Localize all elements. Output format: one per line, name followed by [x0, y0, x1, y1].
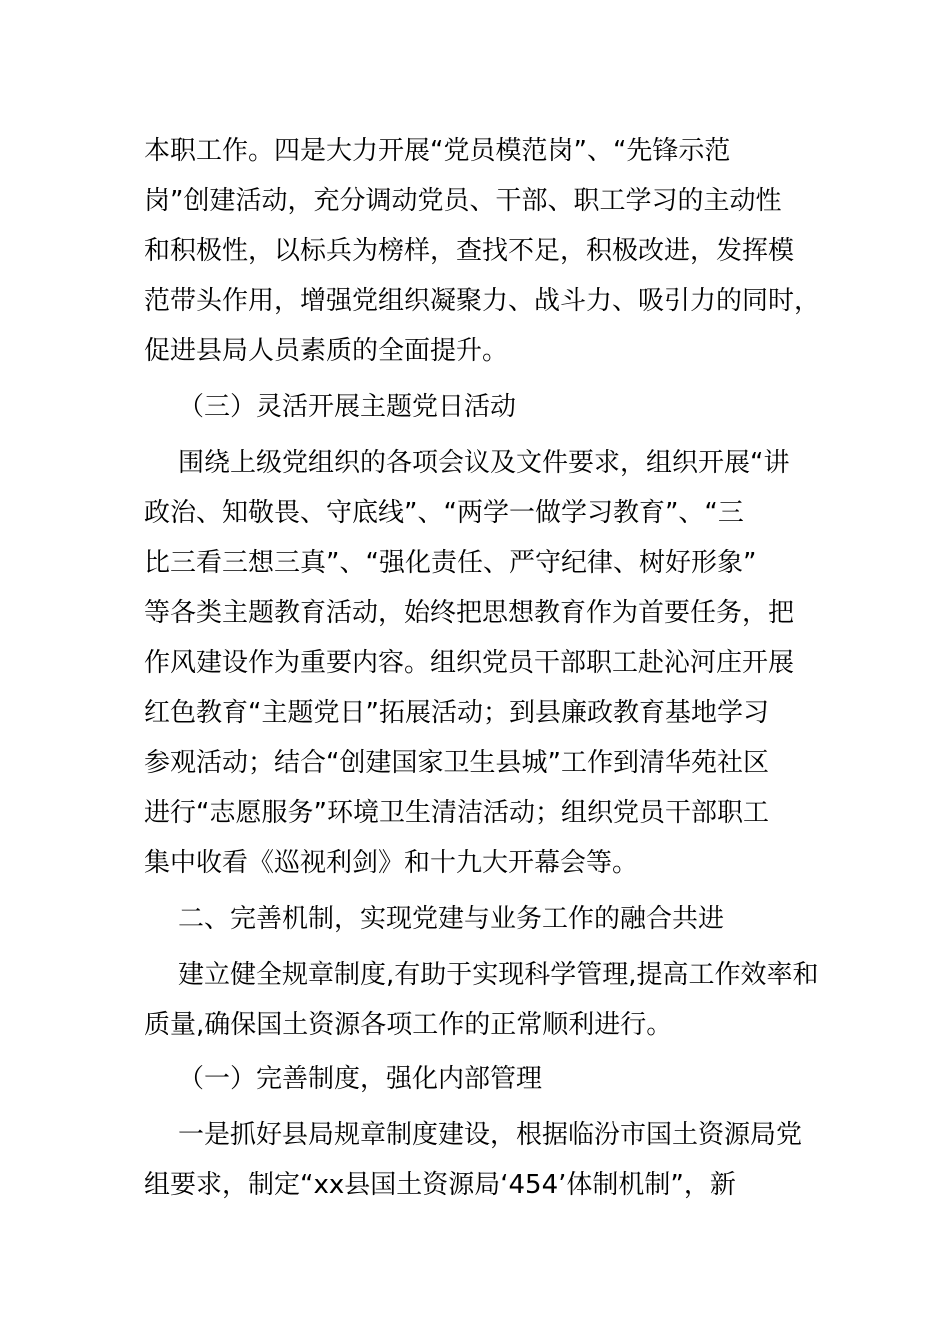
section-heading: 二、完善机制，实现党建与业务工作的融合共进	[178, 904, 725, 934]
text-line: 比三看三想三真”、“强化责任、严守纪律、树好形象”	[144, 548, 757, 578]
text-line: 质量,确保国土资源各项工作的正常顺利进行。	[144, 1010, 673, 1040]
text-line: 促进县局人员素质的全面提升。	[144, 336, 509, 366]
section-heading: （一）完善制度，强化内部管理	[178, 1064, 543, 1094]
section-heading: （三）灵活开展主题党日活动	[178, 392, 517, 422]
text-line: 政治、知敬畏、守底线”、“两学一做学习教育”、“三	[144, 498, 744, 528]
text-line: 进行“志愿服务”环境卫生清洁活动；组织党员干部职工	[144, 798, 769, 828]
text-line: 和积极性，以标兵为榜样，查找不足，积极改进，发挥模	[144, 236, 795, 266]
text-line: 围绕上级党组织的各项会议及文件要求，组织开展“讲	[178, 448, 790, 478]
text-line: 等各类主题教育活动，始终把思想教育作为首要任务，把	[144, 598, 795, 628]
text-line: 参观活动；结合“创建国家卫生县城”工作到清华苑社区	[144, 748, 769, 778]
text-line: 范带头作用，增强党组织凝聚力、战斗力、吸引力的同时，	[144, 286, 821, 316]
text-line: 组要求，制定“xx县国土资源局‘454’体制机制”，新	[144, 1170, 736, 1200]
text-line: 岗”创建活动，充分调动党员、干部、职工学习的主动性	[144, 186, 782, 216]
text-line: 红色教育“主题党日”拓展活动；到县廉政教育基地学习	[144, 698, 769, 728]
text-line: 作风建设作为重要内容。组织党员干部职工赴沁河庄开展	[144, 648, 795, 678]
text-line: 本职工作。四是大力开展“党员模范岗”、“先锋示范	[144, 136, 731, 166]
text-line: 集中收看《巡视利剑》和十九大开幕会等。	[144, 848, 639, 878]
text-line: 建立健全规章制度,有助于实现科学管理,提高工作效率和	[178, 960, 819, 990]
text-line: 一是抓好县局规章制度建设，根据临汾市国土资源局党	[178, 1120, 803, 1150]
